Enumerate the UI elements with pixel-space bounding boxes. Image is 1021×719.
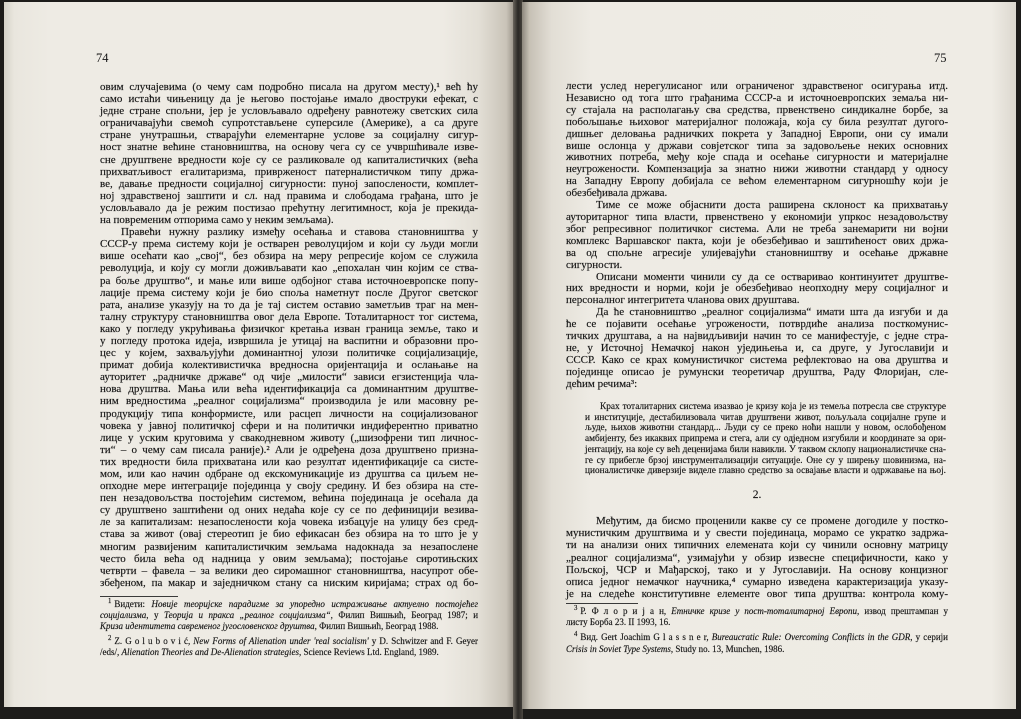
body-line: лације према систему који је био споља наметнут после Другог светског: [100, 286, 478, 299]
quote-line: ционалистичке диверзије виделе главно средство за освајање власти и одржавање на њој.: [585, 466, 946, 477]
body-line: стране унутрашњи, стварајући елементарне услове за социјалну сигур-: [100, 129, 478, 142]
quote-line: и институције, дестабилизовала читав друштвени живот, пољуљала социјалне групе и: [585, 412, 946, 423]
footnote-title: Теорија и пракса „реалног социјализма“: [163, 610, 331, 621]
body-line: ва од спољне агресије улијевајући становништву и осећање државне: [566, 246, 948, 259]
footnote-line: [566, 606, 948, 617]
body-line: Описани моменти чинили су да се остваривао континуитет друштве-: [596, 270, 948, 283]
body-line: сне друштвене вредности које су се разликовале од капиталистичких (већа: [100, 153, 478, 166]
footnote-title: социјализма: [100, 610, 147, 621]
footnote-text: , Study no. 13, Munchen, 1986.: [670, 643, 785, 654]
footnote-line: [100, 610, 478, 621]
footnote-title: Криза идентитета савременог југословенског друштва: [100, 621, 315, 632]
body-line: ност знатне већине становништва, на основу чега су се учвршћивале изве-: [100, 141, 478, 154]
body-line: обезбеђивала држава.: [566, 187, 668, 200]
footnote-line: [100, 599, 478, 610]
footnote-text: , у серији: [910, 632, 948, 643]
body-line: ти на анализи оних типичних елемената који су чинили основну матрицу: [566, 539, 948, 552]
footnote-title: Новије теоријске парадигме за упоредно истраживање актуелно постојећег: [151, 599, 478, 609]
footnote-author: Р. Ф л о р и ј а н,: [580, 606, 672, 616]
body-line: побољшање њиховог материјалног положаја, која су била резултат дугого-: [566, 115, 948, 128]
body-line: не, у Источној Немачкој након уједињења и, са друге, у Југославији и: [566, 341, 948, 354]
footnote-text: Видети:: [114, 599, 152, 609]
page-number-left: 74: [96, 51, 109, 65]
body-line: четврти – фавела – за велики део сиромашног становништва, насупрот обе-: [100, 564, 478, 577]
footnote-author: Вид. Gert Joachim G l a s s n e r,: [580, 632, 712, 643]
body-line: више осећати као „свој“, без обзира на меру репресије којом се служила: [100, 250, 478, 263]
footnote-line: [100, 636, 478, 647]
body-line: ле за капитализам: незапослености која човека избацује на улицу без сред-: [100, 516, 478, 529]
footnote-text: /eds/,: [100, 646, 122, 657]
footnote-title: Crisis in Soviet Type Systems: [566, 643, 671, 654]
body-line: животних потреба, међу које спада и осећање сигурности и материјалне: [566, 151, 948, 164]
body-line: често била већа од надница у овим земљама); постојање сиротињских: [100, 552, 478, 565]
footnote-text: листу Борба 23. II 1993, 16.: [566, 617, 671, 628]
body-line: них вредности и норми, који је обезбеђивао неопходну меру социјалног и: [566, 282, 948, 295]
body-line: револуција, и коју су могли доживљавати као „епохалан чин којим се ства-: [100, 262, 478, 275]
body-line: ауторитет „радничке државе“ од чије „милости“ зависи егзистенција чла-: [100, 371, 478, 384]
body-line: тичких друштава, а на највидљивији начин то се манифестује, с једне стра-: [566, 330, 948, 343]
footnote-text: , Филип Вишњић, Београд 1987; и: [330, 610, 479, 621]
body-line: дишњег деловања радничких покрета у Западној Европи, они су имали: [566, 127, 948, 140]
body-line: СССР-у према систему који је остварен револуцијом и који су људи могли: [100, 238, 478, 251]
quote-line: ге су прибегле брзој инструментализацији ситуације. Оне су у ширењу шовинизма, на-: [585, 455, 946, 466]
body-line: лице у уским круговима у свакодневном животу („шизофрени тип личнос-: [100, 431, 478, 444]
body-line: ауторитарног типа власти, првенствено у економији упркос незадовољству: [566, 210, 948, 223]
footnote-text: , у: [146, 610, 164, 621]
body-line: једне стране спољни, јер је условљавало одређену равнотежу светских сила: [100, 105, 478, 118]
body-line: човека у јавној политичкој сфери и на политички индиферентно приватно: [100, 419, 478, 432]
body-line: описа једног немачког научника,⁴ сумарно изведена карактеризација указу-: [566, 575, 948, 588]
footnote-mark: 3: [574, 605, 578, 612]
body-line: овим случајевима (о чему сам подробно писала на другом месту),¹ већ ћу: [100, 81, 478, 93]
body-line: лести услед нерегулисаног или ограниченог здравственог осигурања итд.: [566, 80, 948, 92]
right-body-text-continued: [566, 515, 948, 600]
footnote-author: Z. G o l u b o v i ć,: [114, 635, 194, 646]
footnote-line: [100, 647, 478, 658]
footnote-rule: [100, 596, 178, 597]
body-line: само истаћи чињеницу да је његово постојање имало двоструки ефекат, с: [100, 93, 478, 106]
body-line: мом, или као начин одбране од екскомуникације из друштва са циљем не-: [100, 468, 478, 480]
footnote-title: Етничке кризе у пост-тоталитарној Европи: [671, 606, 858, 616]
body-line: опходне мере интеграције појединца у своју средину. И без обзира на сте-: [100, 480, 478, 493]
footnote-line: [566, 617, 948, 628]
quote-line: јентацију, на које су већ деценијама били навикли. У таквом склопу националистичке сна-: [585, 444, 946, 455]
body-line: Пољској, ЧСР и Мађарској, тако и у Југославији. На основу концизног: [566, 563, 948, 576]
left-footnotes: [100, 599, 478, 658]
body-line: ће се појавити осећање угрожености, потврдиће анализа посткомунис-: [566, 318, 948, 331]
footnote-text: у D. Schwitzer and F. Geyer: [368, 635, 478, 646]
body-line: на повременим отпорима само у неким земљама).: [100, 214, 334, 227]
body-line: ра боље друштво“, и мање или више одбојног става источноевропске попу-: [100, 274, 478, 287]
body-line: талну структуру становништва овог дела Европе. Тоталитарност тог система,: [100, 310, 478, 323]
body-line: су друштвено заштићени од оних недаћа које су се по дефиницији везива-: [100, 504, 478, 517]
block-quote: [585, 402, 946, 477]
body-line: Међутим, да бисмо проценили какве су се промене догодиле у постко-: [596, 515, 948, 527]
body-line: Тиме се може објаснити доста раширена склоност ка прихватању: [596, 199, 948, 212]
section-heading: 2.: [752, 489, 762, 501]
left-body-text: [100, 81, 478, 589]
body-line: ти“ – о чему сам писала раније).² Али је одређена доза друштвено призна-: [100, 443, 478, 456]
body-line: комплекс Варшавског пакта, који је обезбеђивао и заштићеност ових држа-: [566, 234, 948, 247]
body-line: како у погледу укрућивања физичког кретања изван граница земље, тако и: [100, 322, 478, 335]
body-line: условљавало да је режим постизао прећутну легитимност, која је прекида-: [100, 201, 478, 214]
body-line: прихватљивост егалитаризма, приврженост патерналистичком типу држа-: [100, 165, 478, 178]
body-line: појединце описао је румунски теоретичар друштва, Раду Флоријан, сле-: [566, 365, 948, 378]
body-line: су стајала на располагању сва средства, првенствено синдикалне борбе, за: [566, 103, 948, 116]
footnote-mark: 2: [108, 634, 112, 642]
body-line: СССР. Како се крах комунистичког система рефлектовао на ова друштва и: [566, 353, 948, 366]
body-line: ној здравственој заштити и сл. над правима и слободама грађана, што је: [100, 189, 478, 202]
body-line: сигурности.: [566, 258, 623, 271]
body-line: због репресивног политичког система. Али не треба занемарити ни војни: [566, 222, 948, 235]
body-line: „реалног социјализма“, узимајући у обзир извесне специфичности, како у: [566, 551, 948, 564]
footnote-text: , Филип Вишњић, Београд 1988.: [314, 621, 439, 632]
body-line: цес у којем, захваљујући доминантној улози политичке социјализације,: [100, 347, 478, 360]
quote-line: амбијенту, без икаквих припрема и стега, али су одједном изгубили и координате за ори-: [585, 434, 946, 445]
footnote-title: New Forms of Alienation under 'real socialism': [193, 635, 369, 646]
body-line: персоналног интегритета чланова ових друштава.: [566, 294, 800, 307]
right-footnotes: [566, 606, 948, 655]
body-line: мунистичким друштвима и у свести појединаца, морамо се укратко задржа-: [566, 527, 948, 540]
body-line: неугрожености. Компензација за знатно нижи животни стандард у односу: [566, 163, 948, 176]
footnote-line: [100, 621, 478, 632]
footnote-title: Bureaucratic Rule: Overcoming Conflicts in the GDR: [711, 632, 911, 643]
body-line: у погледу протока идеја, извршила је утицај на васпитни и образовни про-: [100, 334, 478, 347]
footnote-text: , Science Reviews Ltd. England, 1989.: [298, 646, 439, 657]
body-line: пен незадовољства постојећим системом, већина појединаца је осећала да: [100, 492, 478, 505]
quote-line: људе, њихов животни стандард... Људи су се преко ноћи нашли у новом, ослобођеном: [585, 423, 946, 434]
body-line: примат добија колективистичка вредносна оријентација и ослањање на: [100, 359, 478, 372]
body-line: је на следеће конститутивне елементе овог типа друштва: контрола кому-: [566, 588, 948, 601]
body-line: ве, давање предности социјалној сигурности: пуној запослености, комплет-: [100, 177, 478, 190]
body-line: Независно од тога што грађанима СССР-а и источноевропских земаља ни-: [566, 91, 948, 104]
body-line: тих вредности била прихватана или као резултат идентификације са систе-: [100, 455, 478, 468]
footnote-text: , извод прештампан у: [857, 606, 949, 616]
footnote-line: [566, 644, 948, 655]
body-line: продукцију типа конформисте, или расцеп личности на социјализованог: [100, 407, 478, 420]
footnote-rule: [566, 603, 638, 604]
body-line: ограничавајући свемоћ супротстављене суперсиле (Америке), а са друге: [100, 117, 478, 130]
body-line: збеђеном, па макар и заједничком стану са ниским киријама; страх од бо-: [100, 576, 478, 589]
body-line: дећим речима³:: [566, 377, 638, 390]
body-line: Правећи нужну разлику између осећања и ставова становништва у: [121, 226, 478, 239]
footnote-title: Alienation Theories and De-Alienation strategies: [121, 646, 299, 657]
footnote-mark: 1: [108, 598, 112, 605]
right-body-text: [566, 81, 948, 391]
body-line: рата, анализе указују на то да је тај систем оставио заметљив траг на мен-: [100, 298, 478, 311]
body-line: ним вредностима „реалног социјализма“ производила је или масовну ре-: [100, 395, 478, 408]
body-line: на Западну Европу добијала се већом елементарном сигурношћу који је: [566, 175, 948, 188]
body-line: више ослонца у држави совјетског типа за задовољење неких основних: [566, 139, 948, 152]
body-line: става за живот (овај стереотип је био ефикасан без обзира на то што је у: [100, 528, 478, 541]
body-line: нова друштва. Мања или већа идентификација са доминантним друштве-: [100, 383, 478, 396]
page-number-right: 75: [934, 51, 947, 65]
quote-line: Крах тоталитарних система изазвао је кризу која је из темеља потресла све структуре: [600, 402, 946, 412]
footnote-mark: 4: [574, 631, 578, 639]
body-line: многим развијеним капиталистичким земљама надокнада за незапослене: [100, 540, 478, 553]
body-line: Да ће становништво „реалног социјализма“ имати шта да изгуби и да: [596, 306, 948, 319]
footnote-line: [566, 632, 948, 643]
